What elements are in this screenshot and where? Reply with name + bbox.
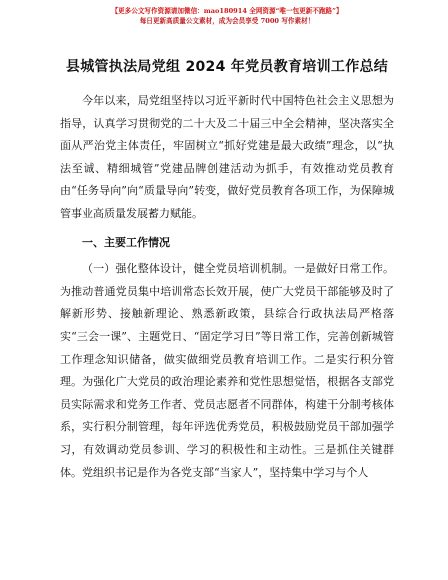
promo-banner (60, 0, 394, 26)
section-paragraph: （一）强化整体设计，健全党员培训机制。一是做好日常工作。为推动普通党员集中培训常态长效开展，使广大党员干部能够及时了解新形势、接触新理论、熟悉新政策，县综合行政执法局严格落实“三会一课”、主题党日、“固定学习日”等日常工作，完善创新城管工作理念知识储备，做实做细党员教育培训工作。二是实行积分管理。为强化广大党员的政治理论素养和党性思想觉悟，根据各支部党员实际需求和党务工作者、党员志愿者不同群体，构建干分制考核体系，实行积分制管理，每年评选优秀党员，积极鼓励党员干部加强学习，有效调动党员参训、学习的积极性和主动性。三是抓住关键群体。党组织书记是作为各党支部“当家人”，坚持集中学习与个人 (60, 262, 394, 479)
promo-line-membership: 每日更新高质量公文素材，成为会员享受 7000 写作素材！ (139, 17, 315, 25)
section-heading: 一、主要工作情况 (82, 235, 170, 249)
promo-line-wechat: 【更多公文写作资源请加微信：mao180914 全网资源“唯一包更新不跑路”】 (111, 7, 343, 15)
intro-paragraph: 今年以来，局党组坚持以习近平新时代中国特色社会主义思想为指导，认真学习贯彻党的二十大及二十届三中全会精神，坚决落实全面从严治党主体责任，牢固树立“抓好党建是最大政绩”理念，以“执法至诚、精细城管”党建品牌创建活动为抓手，有效推动党员教育由“任务导向”向“质量导向”转变，做好党员教育各项工作，为保障城管事业高质量发展蓄力赋能。 (60, 94, 394, 220)
document-title: 县城管执法局党组 2024 年党员教育培训工作总结 (65, 59, 389, 75)
